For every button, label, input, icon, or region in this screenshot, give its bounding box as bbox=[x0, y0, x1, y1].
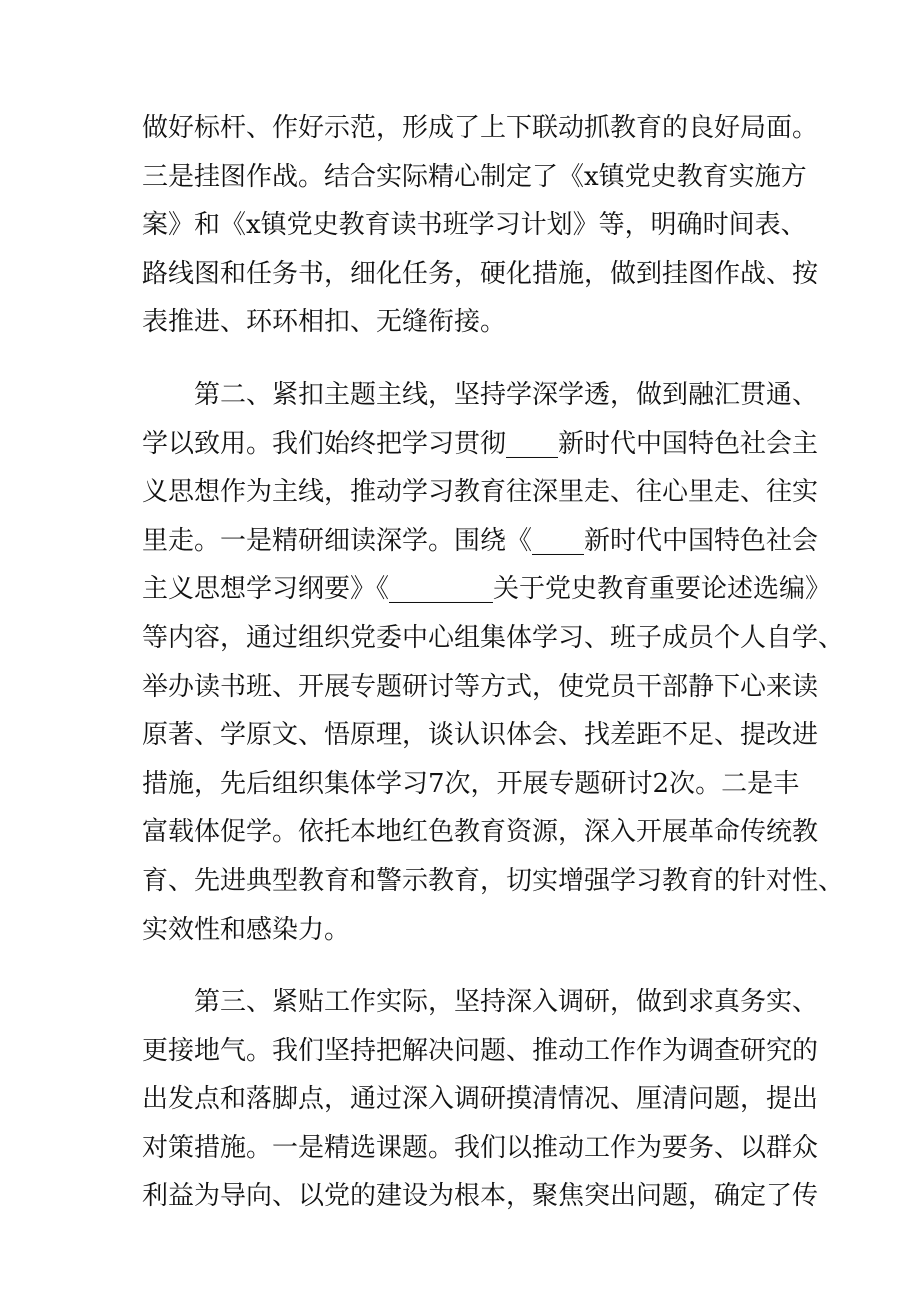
text-line: 表推进、环环相扣、无缝衔接。 bbox=[142, 307, 507, 338]
text-line: 第三、紧贴工作实际，坚持深入调研，做到求真务实、 bbox=[194, 987, 819, 1018]
text-line: 富载体促学。依托本地红色教育资源，深入开展革命传统教 bbox=[142, 817, 819, 848]
text-line: 主义思想学习纲要》《________关于党史教育重要论述选编》 bbox=[142, 574, 832, 605]
document-body bbox=[142, 104, 845, 1221]
text-line: 实效性和感染力。 bbox=[142, 914, 351, 945]
paragraph-spacer bbox=[142, 954, 782, 978]
paragraph-1 bbox=[142, 104, 819, 347]
text-line: 等内容，通过组织党委中心组集体学习、班子成员个人自学、 bbox=[142, 622, 845, 653]
text-line: 举办读书班、开展专题研讨等方式，使党员干部静下心来读 bbox=[142, 671, 819, 702]
text-line: 做好标杆、作好示范，形成了上下联动抓教育的良好局面。 bbox=[142, 113, 819, 143]
text-line: 义思想作为主线，推动学习教育往深里走、往心里走、往实 bbox=[142, 477, 819, 508]
text-line: 措施，先后组织集体学习7次，开展专题研讨2次。二是丰 bbox=[142, 768, 800, 799]
paragraph-2 bbox=[142, 371, 845, 954]
paragraph-spacer bbox=[142, 347, 782, 371]
paragraph-3 bbox=[142, 978, 819, 1221]
text-line: 第二、紧扣主题主线，坚持学深学透，做到融汇贯通、 bbox=[194, 379, 819, 410]
text-line: 更接地气。我们坚持把解决问题、推动工作作为调查研究的 bbox=[142, 1035, 819, 1066]
text-line: 里走。一是精研细读深学。围绕《____新时代中国特色社会 bbox=[142, 525, 819, 556]
text-line: 原著、学原文、悟原理，谈认识体会、找差距不足、提改进 bbox=[142, 720, 819, 751]
text-line: 利益为导向、以党的建设为根本，聚焦突出问题，确定了传 bbox=[142, 1181, 819, 1212]
text-line: 案》和《x镇党史教育读书班学习计划》等，明确时间表、 bbox=[142, 210, 807, 241]
text-line: 学以致用。我们始终把学习贯彻____新时代中国特色社会主 bbox=[142, 428, 819, 459]
text-line: 育、先进典型教育和警示教育，切实增强学习教育的针对性、 bbox=[142, 865, 845, 896]
text-line: 出发点和落脚点，通过深入调研摸清情况、厘清问题，提出 bbox=[142, 1084, 819, 1115]
text-line: 对策措施。一是精选课题。我们以推动工作为要务、以群众 bbox=[142, 1132, 819, 1163]
text-line: 路线图和任务书，细化任务，硬化措施，做到挂图作战、按 bbox=[142, 258, 819, 289]
text-line: 三是挂图作战。结合实际精心制定了《x镇党史教育实施方 bbox=[142, 161, 807, 192]
